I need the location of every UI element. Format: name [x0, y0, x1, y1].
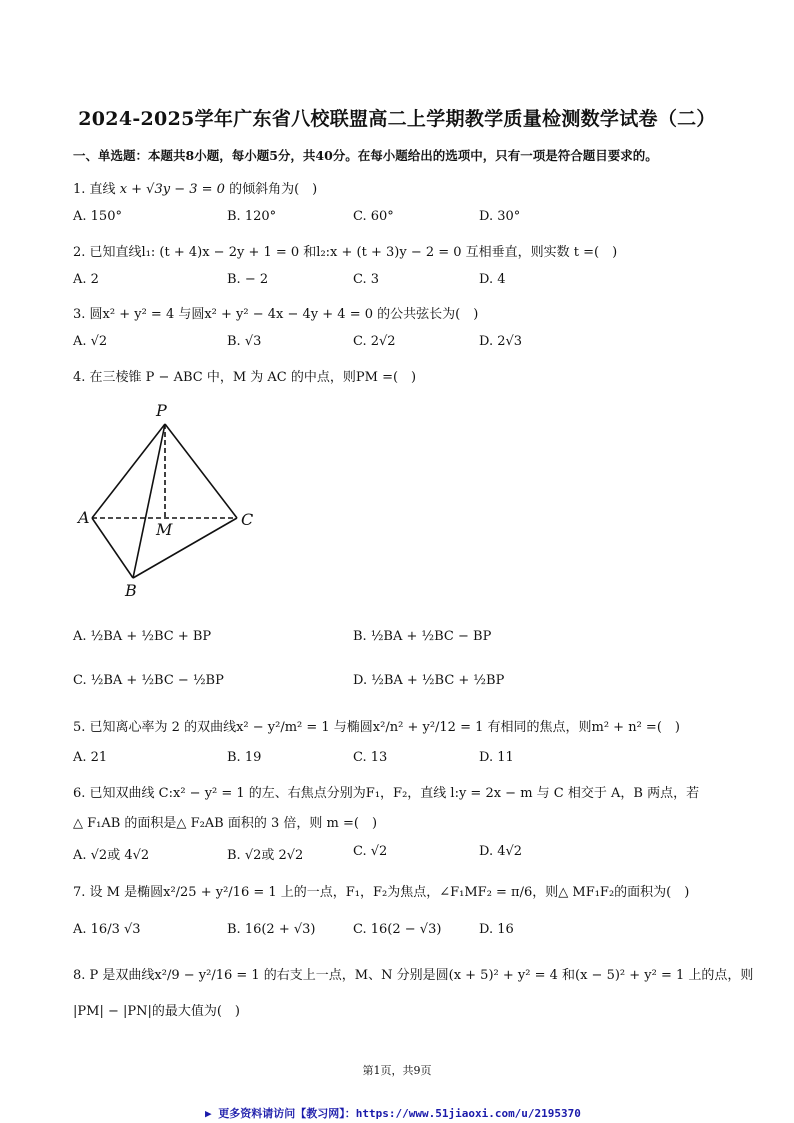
- q1-suffix: 的倾斜角为( ): [229, 182, 318, 197]
- q3-option-c: C. 2√2: [353, 334, 396, 349]
- q3-option-d: D. 2√3: [479, 334, 523, 349]
- question-7: 7. 设 M 是椭圆x²/25 + y²/16 = 1 上的一点，F₁，F₂为焦点，∠F₁MF₂ = π/6，则△ MF₁F₂的面积为( ): [73, 885, 690, 900]
- question-2: 2. 已知直线l₁: (t + 4)x − 2y + 1 = 0 和l₂:x + (t + 3)y − 2 = 0 互相垂直，则实数 t =( ): [73, 245, 618, 260]
- q1-prefix: 1. 直线: [73, 182, 116, 197]
- question-5: 5. 已知离心率为 2 的双曲线x² − y²/m² = 1 与椭圆x²/n² + y²/12 = 1 有相同的焦点，则m² + n² =( ): [73, 720, 680, 735]
- q2-option-a: A. 2: [73, 272, 99, 287]
- page-footer: 第1页，共9页: [362, 1064, 432, 1077]
- page-title: 2024-2025学年广东省八校联盟高二上学期教学质量检测数学试卷（二）: [78, 108, 716, 130]
- question-8-line-1: 8. P 是双曲线x²/9 − y²/16 = 1 的右支上一点，M、N 分别是圆(x + 5)² + y² = 4 和(x − 5)² + y² = 1 上的点，则: [73, 968, 754, 983]
- q2-option-b: B. − 2: [227, 272, 269, 287]
- q5-option-c: C. 13: [353, 750, 388, 765]
- q3-option-a: A. √2: [73, 334, 108, 349]
- q4-option-b: B. ½BA + ½BC − BP: [353, 629, 492, 644]
- q2-option-c: C. 3: [353, 272, 380, 287]
- question-6-line-1: 6. 已知双曲线 C:x² − y² = 1 的左、右焦点分别为F₁，F₂，直线 l:y = 2x − m 与 C 相交于 A，B 两点，若: [73, 786, 700, 801]
- edge-bc: [133, 518, 237, 578]
- question-3: 3. 圆x² + y² = 4 与圆x² + y² − 4x − 4y + 4 = 0 的公共弦长为( ): [73, 307, 479, 322]
- tetrahedron-figure: [70, 398, 270, 603]
- q5-option-a: A. 21: [73, 750, 108, 765]
- edge-pb: [133, 424, 165, 578]
- q7-option-d: D. 16: [479, 922, 514, 937]
- q6-option-c: C. √2: [353, 844, 388, 859]
- edge-pa: [92, 424, 165, 518]
- q2-option-d: D. 4: [479, 272, 506, 287]
- q3-option-b: B. √3: [227, 334, 262, 349]
- question-8-line-2: |PM| − |PN|的最大值为( ): [73, 1004, 241, 1019]
- q5-option-d: D. 11: [479, 750, 514, 765]
- q7-option-c: C. 16(2 − √3): [353, 922, 442, 937]
- label-m: M: [156, 520, 173, 539]
- q7-option-b: B. 16(2 + √3): [227, 922, 316, 937]
- section-heading: 一、单选题：本题共8小题，每小题5分，共40分。在每小题给出的选项中，只有一项是符合题目要求的。: [73, 148, 658, 163]
- q4-option-c: C. ½BA + ½BC − ½BP: [73, 673, 224, 688]
- q1-expression: x + √3y − 3 = 0: [119, 182, 225, 197]
- label-p: P: [156, 401, 167, 420]
- q6-option-b: B. √2或 2√2: [227, 848, 304, 863]
- promo-link[interactable]: ▶ 更多资料请访问【教习网】：https://www.51jiaoxi.com/u/2195370: [205, 1107, 581, 1120]
- q4-option-a: A. ½BA + ½BC + BP: [73, 629, 212, 644]
- q1-option-c: C. 60°: [353, 209, 394, 224]
- question-1: [73, 178, 317, 197]
- q1-option-a: A. 150°: [73, 209, 122, 224]
- q1-option-b: B. 120°: [227, 209, 277, 224]
- label-c: C: [241, 510, 254, 529]
- q6-option-a: A. √2或 4√2: [73, 848, 150, 863]
- label-b: B: [125, 581, 137, 600]
- edge-pc: [165, 424, 237, 518]
- question-4: 4. 在三棱锥 P − ABC 中，M 为 AC 的中点，则PM =( ): [73, 370, 417, 385]
- q4-option-d: D. ½BA + ½BC + ½BP: [353, 673, 505, 688]
- q6-option-d: D. 4√2: [479, 844, 523, 859]
- q7-option-a: A. 16/3 √3: [73, 922, 141, 937]
- q1-option-d: D. 30°: [479, 209, 521, 224]
- edge-ab: [92, 518, 133, 578]
- label-a: A: [78, 508, 90, 527]
- q5-option-b: B. 19: [227, 750, 262, 765]
- question-6-line-2: △ F₁AB 的面积是△ F₂AB 面积的 3 倍，则 m =( ): [73, 816, 378, 831]
